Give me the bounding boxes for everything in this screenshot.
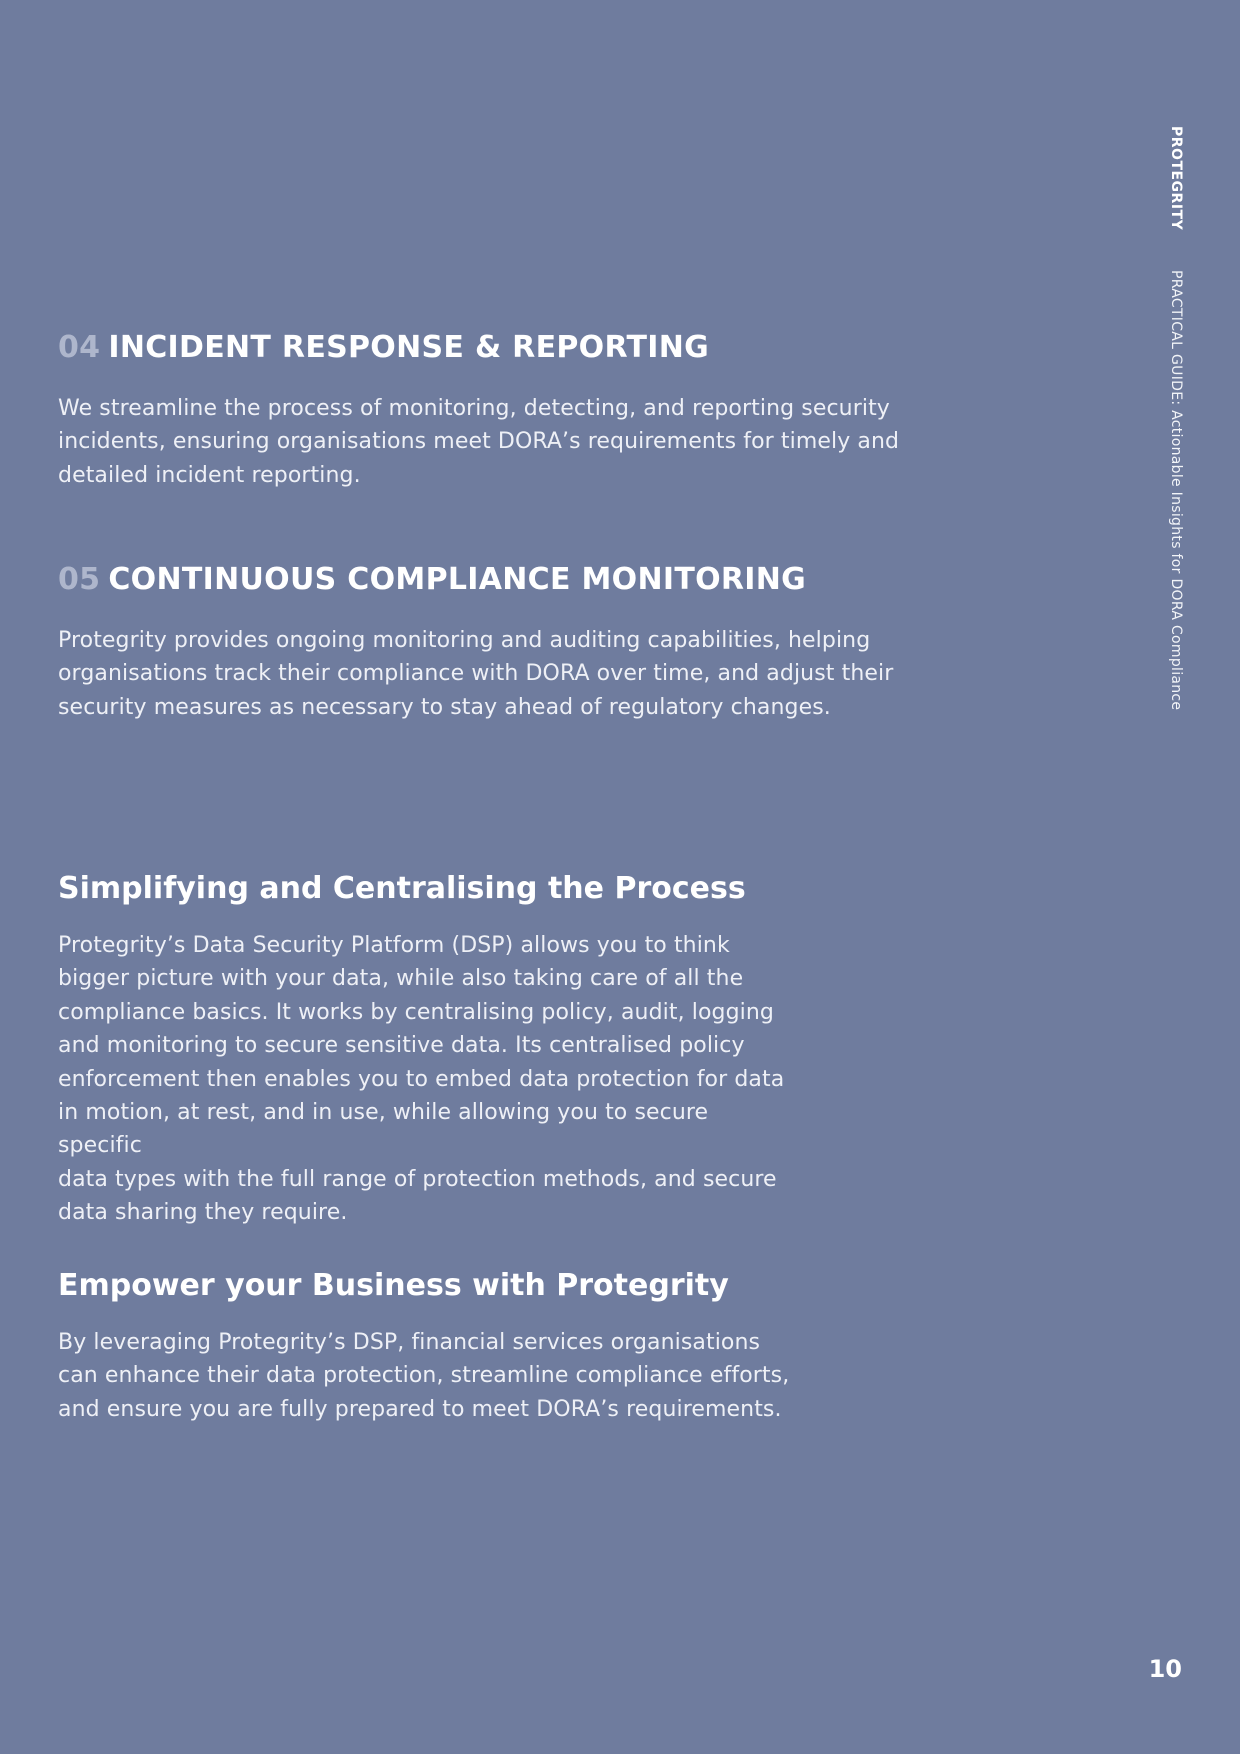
body-line: incidents, ensuring organisations meet DORA’s requirements for timely and [58, 429, 900, 455]
body-line: bigger picture with your data, while also taking care of all the [58, 966, 744, 992]
section-heading [58, 328, 918, 368]
section-number: 04 [58, 330, 101, 365]
body-line: By leveraging Protegrity’s DSP, financial services organisations [58, 1330, 761, 1355]
section-title: INCIDENT RESPONSE & REPORTING [108, 330, 710, 365]
section-number: 05 [58, 562, 101, 597]
section-heading [58, 560, 918, 600]
body-line: security measures as necessary to stay ahead of regulatory changes. [58, 694, 831, 720]
body-line: We streamline the process of monitoring, detecting, and reporting security [58, 396, 890, 421]
body-line: compliance basics. It works by centralising policy, audit, logging [58, 999, 774, 1025]
page-number: 10 [1148, 1655, 1182, 1683]
section-body [58, 624, 918, 724]
body-line: and monitoring to secure sensitive data. Its centralised policy [58, 1033, 745, 1059]
section-title: CONTINUOUS COMPLIANCE MONITORING [108, 562, 807, 597]
section-simplifying [58, 869, 798, 1230]
body-line: detailed incident reporting. [58, 462, 361, 488]
brand-name: PROTEGRITY [1168, 126, 1184, 231]
section-body [58, 392, 918, 492]
section-incident-response [58, 328, 918, 492]
body-line: organisations track their compliance with DORA over time, and adjust their [58, 661, 894, 687]
section-body [58, 929, 798, 1230]
section-empower [58, 1266, 798, 1426]
body-line: in motion, at rest, and in use, while allowing you to secure specific [58, 1100, 709, 1159]
body-line: data types with the full range of protection methods, and secure [58, 1166, 777, 1192]
guide-title: PRACTICAL GUIDE: Actionable Insights for DORA Compliance [1168, 270, 1184, 711]
section-body [58, 1326, 798, 1426]
body-line: enforcement then enables you to embed data protection for data [58, 1066, 785, 1092]
body-line: Protegrity’s Data Security Platform (DSP) allows you to think [58, 933, 730, 958]
section-heading: Empower your Business with Protegrity [58, 1268, 729, 1303]
section-heading: Simplifying and Centralising the Process [58, 871, 746, 906]
body-line: data sharing they require. [58, 1200, 348, 1226]
section-compliance-monitoring [58, 560, 918, 724]
body-line: can enhance their data protection, streamline compliance efforts, [58, 1363, 790, 1389]
body-line: Protegrity provides ongoing monitoring and auditing capabilities, helping [58, 628, 871, 653]
body-line: and ensure you are fully prepared to meet DORA’s requirements. [58, 1396, 782, 1422]
